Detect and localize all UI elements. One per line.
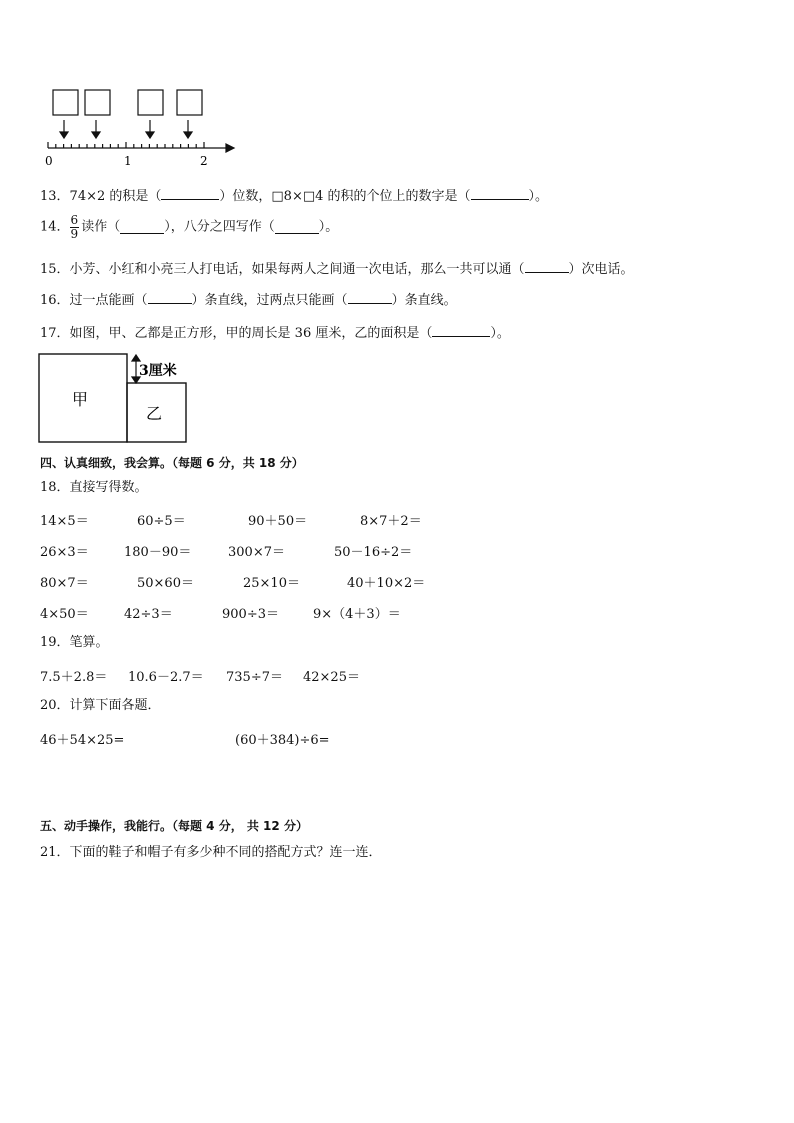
q19-item: 42×25＝ <box>303 670 360 685</box>
label-jia: 甲 <box>72 390 89 409</box>
q13-text-a: 13．74×2 的积是（ <box>40 189 162 204</box>
q16-text-a: 16．过一点能画（ <box>40 293 148 308</box>
calc-cell: 14×5＝ <box>40 514 89 529</box>
calc-cell: 26×3＝ <box>40 545 89 560</box>
question-20-title: 20．计算下面各题． <box>40 698 161 713</box>
q17-text-a: 17．如图，甲、乙都是正方形，甲的周长是 36 厘米，乙的面积是（ <box>40 326 433 341</box>
calc-cell: 50－16÷2＝ <box>334 545 413 560</box>
q14-text-c: ）。 <box>318 219 339 235</box>
q14-blank-2[interactable] <box>275 221 319 234</box>
tick-label-1: 1 <box>124 154 132 168</box>
question-16 <box>40 291 457 309</box>
question-21: 21．下面的鞋子和帽子有多少种不同的搭配方式？连一连． <box>40 845 382 860</box>
question-14 <box>40 214 338 241</box>
q13-blank-1[interactable] <box>161 187 219 200</box>
calc-cell: 8×7＋2＝ <box>360 514 422 529</box>
answer-box-4[interactable] <box>177 90 202 115</box>
calc-cell: 180－90＝ <box>124 545 192 560</box>
q15-text-b: ）次电话。 <box>568 262 634 277</box>
q13-text-b: ）位数，□8×□4 的积的个位上的数字是（ <box>219 189 471 204</box>
q14-text-b: ），八分之四写作（ <box>164 219 275 235</box>
q16-text-b: ）条直线，过两点只能画（ <box>191 293 348 308</box>
q13-blank-2[interactable] <box>471 187 529 200</box>
question-18-title: 18．直接写得数。 <box>40 480 148 495</box>
calc-cell: 90＋50＝ <box>248 514 308 529</box>
squares-figure <box>36 350 196 446</box>
q15-text-a: 15．小芳、小红和小亮三人打电话，如果每两人之间通一次电话，那么一共可以通（ <box>40 262 525 277</box>
q17-blank[interactable] <box>432 324 490 337</box>
q16-blank-2[interactable] <box>348 291 392 304</box>
question-17 <box>40 324 510 342</box>
q19-item: 10.6－2.7＝ <box>128 670 204 685</box>
answer-box-3[interactable] <box>138 90 163 115</box>
q14-prefix: 14． <box>40 219 70 235</box>
calc-cell: 40＋10×2＝ <box>347 576 426 591</box>
answer-box-2[interactable] <box>85 90 110 115</box>
calc-cell: 300×7＝ <box>228 545 285 560</box>
q20-item: 46＋54×25= <box>40 733 125 748</box>
calc-cell: 25×10＝ <box>243 576 300 591</box>
number-line <box>48 142 234 152</box>
answer-box-1[interactable] <box>53 90 78 115</box>
section-5-title: 五、动手操作，我能行。（每题 4 分， 共 12 分） <box>40 819 308 833</box>
question-15 <box>40 260 634 278</box>
calc-cell: 80×7＝ <box>40 576 89 591</box>
section-4-title: 四、认真细致，我会算。（每题 6 分，共 18 分） <box>40 456 304 470</box>
fraction-numerator: 6 <box>70 213 79 227</box>
label-yi: 乙 <box>146 404 163 423</box>
question-13 <box>40 187 548 205</box>
q15-blank[interactable] <box>525 260 569 273</box>
q13-text-c: ）。 <box>528 189 549 204</box>
q19-item: 735÷7＝ <box>226 670 283 685</box>
q14-blank-1[interactable] <box>120 221 164 234</box>
q14-text-a: 读作（ <box>81 219 121 235</box>
q19-item: 7.5＋2.8＝ <box>40 670 108 685</box>
label-3cm: 3厘米 <box>139 363 177 379</box>
fraction-six-ninths <box>70 214 80 241</box>
calc-cell: 9×（4＋3）＝ <box>313 607 401 622</box>
calc-cell: 4×50＝ <box>40 607 89 622</box>
q16-blank-1[interactable] <box>148 291 192 304</box>
q16-text-c: ）条直线。 <box>391 293 457 308</box>
calc-cell: 50×60＝ <box>137 576 194 591</box>
pointer-arrows <box>60 120 192 138</box>
q20-item: (60＋384)÷6= <box>235 733 330 748</box>
number-line-figure <box>40 86 240 168</box>
calc-cell: 60÷5＝ <box>137 514 186 529</box>
fraction-denominator: 9 <box>70 227 79 241</box>
q17-text-b: ）。 <box>490 326 510 341</box>
question-19-title: 19．笔算。 <box>40 635 109 650</box>
tick-label-0: 0 <box>45 154 53 168</box>
calc-cell: 42÷3＝ <box>124 607 173 622</box>
tick-label-2: 2 <box>200 154 208 168</box>
calc-cell: 900÷3＝ <box>222 607 279 622</box>
